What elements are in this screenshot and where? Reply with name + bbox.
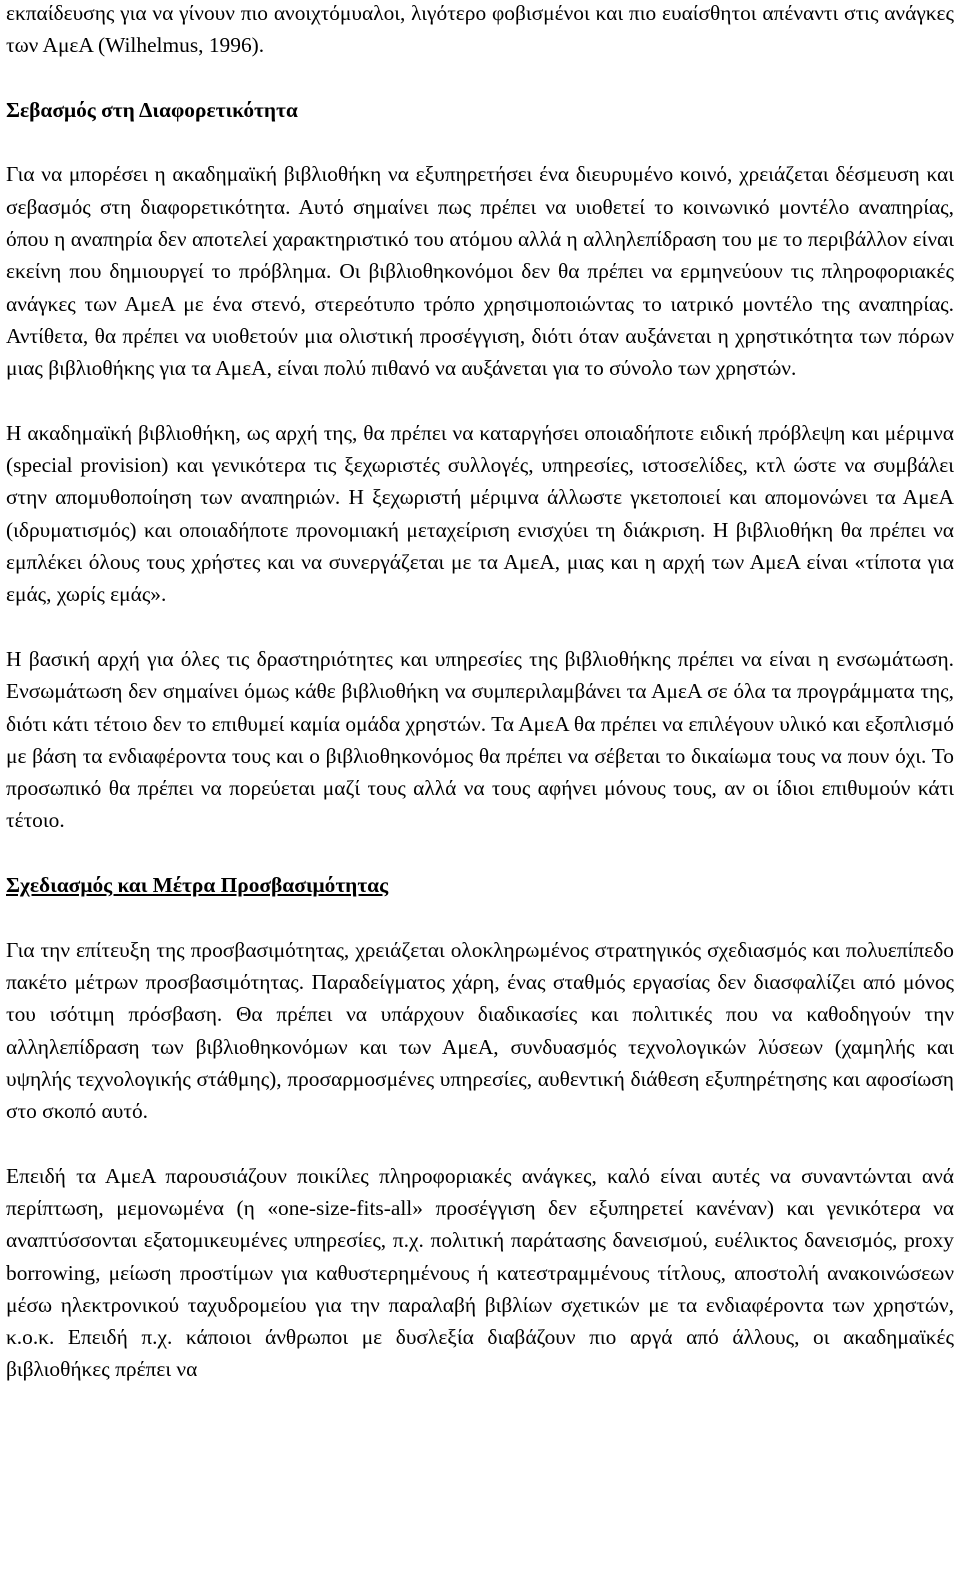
paragraph-social-model: Για να μπορέσει η ακαδημαϊκή βιβλιοθήκη να εξυπηρετήσει ένα διευρυμένο κοινό, χρειάζεται δέσμευση και σεβασμός στη διαφορετικότητα. Αυτό σημαίνει πως πρέπει να υιοθετεί το κοινωνικό μοντέλο αναπηρίας, όπου η αναπηρία δεν αποτελεί χαρακτηριστικό του ατόμου αλλά η αλληλεπίδραση του με το περιβάλλον είναι εκείνη που δημιουργεί το πρόβλημα. Οι βιβλιοθηκονόμοι δεν θα πρέπει να ερμηνεύουν τις πληροφοριακές ανάγκες των ΑμεΑ με ένα στενό, στερεότυπο τρόπο χρησιμοποιώντας το ιατρικό μοντέλο της αναπηρίας. Αντίθετα, θα πρέπει να υιοθετούν μια ολιστική προσέγγιση, διότι όταν αυξάνεται η χρηστικότητα των πόρων μιας βιβλιοθήκης για τα ΑμεΑ, είναι πολύ πιθανό να αυξάνεται για το σύνολο των χρηστών. (6, 162, 954, 381)
paragraph-gap (6, 611, 954, 643)
paragraph-gap (6, 901, 954, 933)
paragraph-gap (6, 1127, 954, 1159)
section-heading-accessibility-planning (6, 869, 954, 901)
paragraph-special-provision: Η ακαδημαϊκή βιβλιοθήκη, ως αρχή της, θα πρέπει να καταργήσει οποιαδήποτε ειδική πρόβλεψη και μέριμνα (special provision) και γενικότερα τις ξεχωριστές συλλογές, υπηρεσίες, ιστοσελίδες, κτλ ώστε να συμβάλει στην απομυθοποίηση των αναπηριών. Η ξεχωριστή μέριμνα άλλωστε γκετοποιεί και απομονώνει τα ΑμεΑ (ιδρυματισμός) και οποιαδήποτε προνομιακή μεταχείριση ενισχύει τη διάκριση. Η βιβλιοθήκη θα πρέπει να εμπλέκει όλους τους χρήστες και να συνεργάζεται με τα ΑμεΑ, μιας και η αρχή των ΑμεΑ είναι «τίποτα για εμάς, χωρίς εμάς». (6, 420, 954, 607)
paragraph-inclusion: Η βασική αρχή για όλες τις δραστηριότητες και υπηρεσίες της βιβλιοθήκης πρέπει να είναι η ενσωμάτωση. Ενσωμάτωση δεν σημαίνει όμως κάθε βιβλιοθήκη να συμπεριλαμβάνει τα ΑμεΑ σε όλα τα προγράμματα της, διότι κάτι τέτοιο δεν το επιθυμεί καμία ομάδα χρηστών. Τα ΑμεΑ θα πρέπει να επιλέγουν υλικό και εξοπλισμό με βάση τα ενδιαφέροντα τους και ο βιβλιοθηκονόμος θα πρέπει να σέβεται το δικαίωμα τους να πουν όχι. Το προσωπικό θα πρέπει να πορεύεται μαζί τους αλλά να τους αφήνει μόνους τους, αν οι ίδιοι επιθυμούν κάτι τέτοιο. (6, 646, 954, 833)
paragraph-personalized-services: Επειδή τα ΑμεΑ παρουσιάζουν ποικίλες πληροφοριακές ανάγκες, καλό είναι αυτές να συναντώνται ανά περίπτωση, μεμονωμένα (η «one-size-fits-all» προσέγγιση δεν εξυπηρετεί κανέναν) και γενικότερα να αναπτύσσονται εξατομικευμένες υπηρεσίες, π.χ. πολιτική παράτασης δανεισμού, ευέλικτος δανεισμός, proxy borrowing, μείωση προστίμων για καθυστερημένους ή κατεστραμμένους τίτλους, αποστολή ανακοινώσεων μέσω ηλεκτρονικού ταχυδρομείου για την παραλαβή βιβλίων σχετικών με τα ενδιαφέροντα των χρηστών, κ.ο.κ. Επειδή π.χ. κάποιοι άνθρωποι με δυσλεξία διαβάζουν πιο αργά από άλλους, οι ακαδημαϊκές βιβλιοθήκες πρέπει να (6, 1163, 954, 1382)
paragraph-continuation: εκπαίδευσης για να γίνουν πιο ανοιχτόμυαλοι, λιγότερο φοβισμένοι και πιο ευαίσθητοι απέναντι στις ανάγκες των ΑμεΑ (Wilhelmus, 1996). (6, 1, 954, 58)
section-heading-respect-diversity: Σεβασμός στη Διαφορετικότητα (6, 97, 298, 122)
paragraph-gap (6, 837, 954, 869)
document-page (6, 0, 954, 1386)
paragraph-strategic-planning: Για την επίτευξη της προσβασιμότητας, χρειάζεται ολοκληρωμένος στρατηγικός σχεδιασμός και πολυεπίπεδο πακέτο μέτρων προσβασιμότητας. Παραδείγματος χάρη, ένας σταθμός εργασίας δεν διασφαλίζει από μόνος του ισότιμη πρόσβαση. Θα πρέπει να υπάρχουν διαδικασίες και πολιτικές που να καθοδηγούν την αλληλεπίδραση των βιβλιοθηκονόμων και των ΑμεΑ, συνδυασμός τεχνολογικών λύσεων (χαμηλής και υψηλής τεχνολογικής στάθμης), προσαρμοσμένες υπηρεσίες, αυθεντική διάθεση εξυπηρέτησης και αφοσίωση στο σκοπό αυτό. (6, 937, 954, 1124)
paragraph-gap (6, 126, 954, 158)
section-heading-text: Σχεδιασμός και Μέτρα Προσβασιμότητας (6, 873, 389, 898)
paragraph-gap (6, 385, 954, 417)
paragraph-gap (6, 62, 954, 94)
